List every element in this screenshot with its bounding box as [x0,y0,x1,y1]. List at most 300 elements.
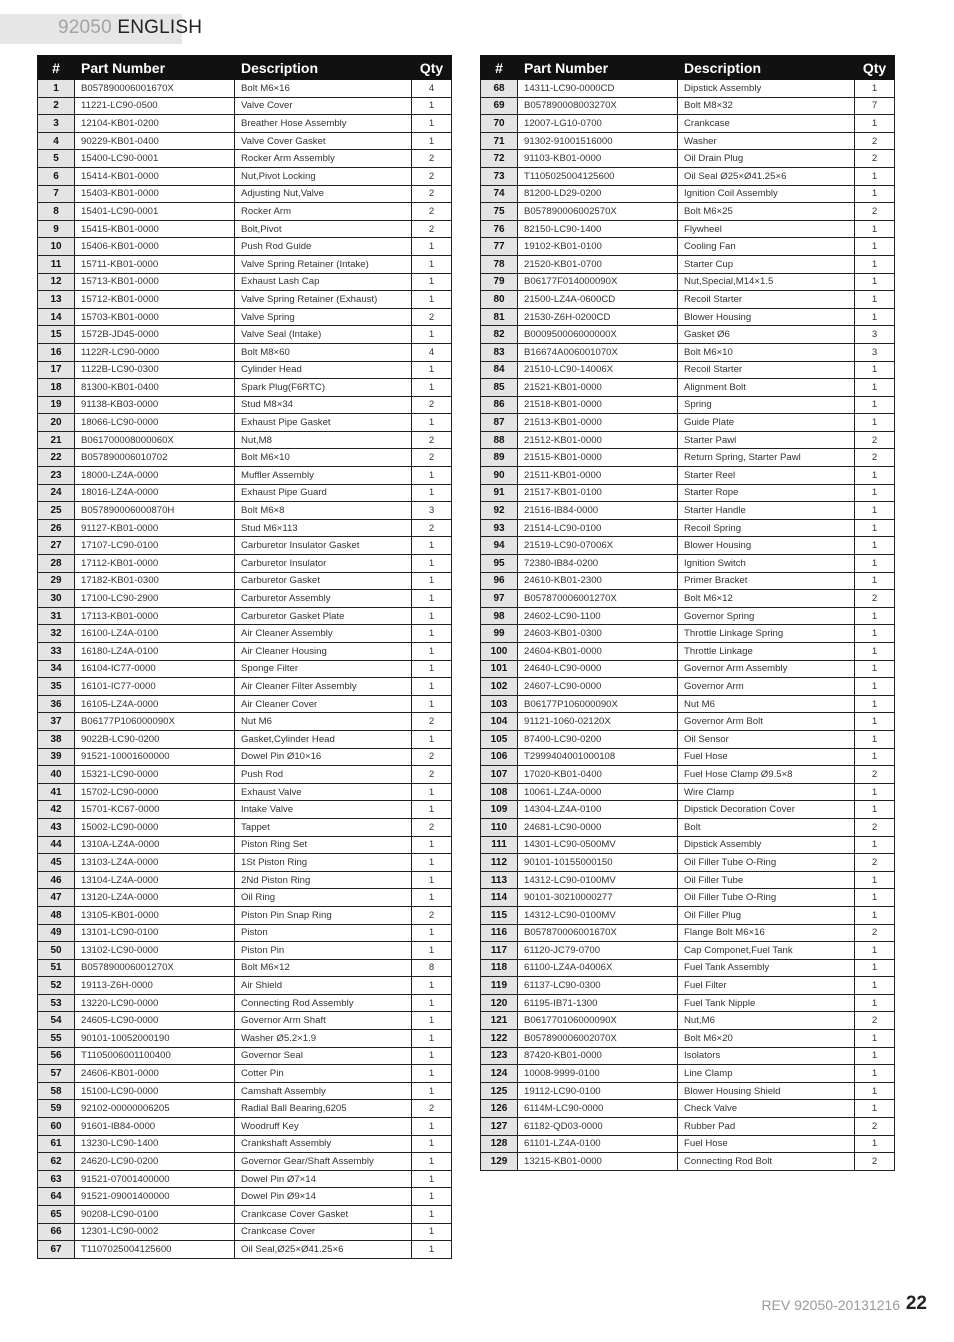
qty-cell: 2 [412,431,452,449]
qty-cell: 2 [855,818,895,836]
part-index-cell: 46 [38,871,75,889]
description-cell: Carburetor Insulator [235,555,412,573]
part-number-cell: 12301-LC90-0002 [75,1223,235,1241]
qty-cell: 1 [412,836,452,854]
table-row [481,766,895,784]
part-number-cell: 16105-LZ4A-0000 [75,695,235,713]
part-index-cell: 107 [481,766,518,784]
qty-cell: 3 [855,326,895,344]
description-cell: Governor Arm Bolt [678,713,855,731]
table-row [38,643,452,661]
revision-label: REV 92050-20131216 [761,1297,900,1313]
part-number-cell: 13103-LZ4A-0000 [75,854,235,872]
part-index-cell: 29 [38,572,75,590]
table-row [38,906,452,924]
qty-cell: 2 [855,1012,895,1030]
part-number-cell: 19113-Z6H-0000 [75,977,235,995]
part-number-cell: B057870006001670X [518,924,678,942]
qty-cell: 1 [412,695,452,713]
part-index-cell: 60 [38,1118,75,1136]
part-index-cell: 26 [38,519,75,537]
part-index-cell: 31 [38,607,75,625]
part-number-cell: 15406-KB01-0000 [75,238,235,256]
table-row [481,924,895,942]
part-index-cell: 54 [38,1012,75,1030]
description-cell: Washer [678,132,855,150]
qty-cell: 1 [412,643,452,661]
qty-cell: 2 [412,167,452,185]
qty-cell: 1 [855,1030,895,1048]
description-cell: Ignition Switch [678,555,855,573]
part-number-cell: B06177P106000090X [75,713,235,731]
part-index-cell: 4 [38,132,75,150]
part-index-cell: 93 [481,519,518,537]
part-number-cell: 13102-LC90-0000 [75,942,235,960]
qty-cell: 1 [855,361,895,379]
qty-cell: 2 [412,185,452,203]
part-index-cell: 35 [38,678,75,696]
table-row [481,519,895,537]
description-cell: Nut,Pivot Locking [235,167,412,185]
description-cell: Nut M6 [678,695,855,713]
part-index-cell: 81 [481,308,518,326]
table-row [481,713,895,731]
qty-cell: 1 [412,97,452,115]
table-row [38,1206,452,1224]
qty-cell: 2 [412,818,452,836]
part-number-cell: 15415-KB01-0000 [75,220,235,238]
qty-cell: 1 [855,625,895,643]
parts-table-left [37,55,452,1259]
part-index-cell: 17 [38,361,75,379]
description-cell: Blower Housing [678,537,855,555]
qty-cell: 1 [412,1170,452,1188]
table-row [481,80,895,98]
qty-cell: 1 [412,115,452,133]
qty-cell: 1 [412,924,452,942]
qty-cell: 1 [412,854,452,872]
table-row [38,308,452,326]
qty-cell: 1 [412,660,452,678]
description-cell: Air Cleaner Assembly [235,625,412,643]
table-row [38,414,452,432]
qty-cell: 1 [855,660,895,678]
description-cell: Oil Filler Tube O-Ring [678,854,855,872]
part-index-cell: 104 [481,713,518,731]
qty-cell: 2 [412,150,452,168]
column-header-description: Description [235,56,412,80]
description-cell: Valve Cover [235,97,412,115]
description-cell: Crankcase Cover Gasket [235,1206,412,1224]
table-row [481,1153,895,1171]
part-number-cell: 61100-LZ4A-04006X [518,959,678,977]
part-number-cell: 24606-KB01-0000 [75,1065,235,1083]
part-index-cell: 18 [38,379,75,397]
part-index-cell: 53 [38,994,75,1012]
part-number-cell: 61101-LZ4A-0100 [518,1135,678,1153]
part-index-cell: 21 [38,431,75,449]
description-cell: Air Cleaner Housing [235,643,412,661]
part-number-cell: 13120-LZ4A-0000 [75,889,235,907]
table-row [38,590,452,608]
qty-cell: 2 [855,766,895,784]
table-row [38,660,452,678]
description-cell: Starter Rope [678,484,855,502]
part-index-cell: 41 [38,783,75,801]
qty-cell: 1 [855,555,895,573]
qty-cell: 1 [855,80,895,98]
description-cell: Bolt M8×60 [235,343,412,361]
table-row [38,1153,452,1171]
table-row [38,713,452,731]
table-row [481,343,895,361]
table-row [481,994,895,1012]
table-header-row [38,56,452,80]
table-row [38,167,452,185]
qty-cell: 1 [412,1188,452,1206]
qty-cell: 2 [855,449,895,467]
description-cell: Cotter Pin [235,1065,412,1083]
part-index-cell: 90 [481,467,518,485]
table-row [481,467,895,485]
description-cell: Fuel Filter [678,977,855,995]
description-cell: Oil Filler Tube [678,871,855,889]
table-row [38,871,452,889]
part-index-cell: 106 [481,748,518,766]
part-index-cell: 48 [38,906,75,924]
part-number-cell: 15403-KB01-0000 [75,185,235,203]
table-row [38,1047,452,1065]
qty-cell: 1 [412,607,452,625]
qty-cell: 2 [412,203,452,221]
part-index-cell: 99 [481,625,518,643]
part-index-cell: 11 [38,255,75,273]
part-number-cell: 91521-07001400000 [75,1170,235,1188]
part-number-cell: 15100-LC90-0000 [75,1082,235,1100]
description-cell: Gasket Ø6 [678,326,855,344]
part-index-cell: 126 [481,1100,518,1118]
qty-cell: 1 [412,132,452,150]
table-row [38,115,452,133]
part-index-cell: 73 [481,167,518,185]
description-cell: Blower Housing Shield [678,1082,855,1100]
description-cell: Bolt M6×10 [678,343,855,361]
description-cell: Intake Valve [235,801,412,819]
table-row [38,97,452,115]
qty-cell: 1 [855,643,895,661]
part-number-cell: 15701-KC67-0000 [75,801,235,819]
qty-cell: 1 [855,308,895,326]
part-number-cell: 18000-LZ4A-0000 [75,467,235,485]
part-number-cell: B061700008000060X [75,431,235,449]
part-index-cell: 103 [481,695,518,713]
part-index-cell: 125 [481,1082,518,1100]
table-row [481,889,895,907]
part-number-cell: 16180-LZ4A-0100 [75,643,235,661]
part-number-cell: 21519-LC90-07006X [518,537,678,555]
description-cell: Nut,M8 [235,431,412,449]
part-index-cell: 92 [481,502,518,520]
qty-cell: 1 [855,115,895,133]
part-index-cell: 51 [38,959,75,977]
qty-cell: 1 [412,291,452,309]
part-index-cell: 59 [38,1100,75,1118]
description-cell: Tappet [235,818,412,836]
table-row [481,607,895,625]
description-cell: Bolt [678,818,855,836]
column-header-qty: Qty [412,56,452,80]
part-number-cell: B057890006001270X [75,959,235,977]
qty-cell: 1 [855,942,895,960]
qty-cell: 1 [412,942,452,960]
table-row [38,449,452,467]
part-index-cell: 40 [38,766,75,784]
part-number-cell: 18016-LZ4A-0000 [75,484,235,502]
qty-cell: 1 [855,730,895,748]
description-cell: Bolt M6×8 [235,502,412,520]
part-index-cell: 24 [38,484,75,502]
page-number: 22 [905,1293,927,1314]
part-number-cell: 24620-LC90-0200 [75,1153,235,1171]
part-index-cell: 70 [481,115,518,133]
qty-cell: 1 [855,906,895,924]
qty-cell: 1 [855,255,895,273]
part-index-cell: 111 [481,836,518,854]
description-cell: Fuel Hose [678,748,855,766]
part-number-cell: 9022B-LC90-0200 [75,730,235,748]
description-cell: Fuel Hose Clamp Ø9.5×8 [678,766,855,784]
description-cell: Valve Spring Retainer (Exhaust) [235,291,412,309]
qty-cell: 3 [855,343,895,361]
part-number-cell: 18066-LC90-0000 [75,414,235,432]
description-cell: Connecting Rod Bolt [678,1153,855,1171]
qty-cell: 2 [855,590,895,608]
part-number-cell: 72380-IB84-0200 [518,555,678,573]
qty-cell: 1 [855,572,895,590]
part-number-cell: 24607-LC90-0000 [518,678,678,696]
table-row [481,1030,895,1048]
description-cell: Valve Seal (Intake) [235,326,412,344]
description-cell: Gasket,Cylinder Head [235,730,412,748]
part-number-cell: B057890006001670X [75,80,235,98]
table-row [481,572,895,590]
part-index-cell: 102 [481,678,518,696]
description-cell: Exhaust Pipe Guard [235,484,412,502]
description-cell: Piston [235,924,412,942]
qty-cell: 1 [855,871,895,889]
qty-cell: 1 [855,713,895,731]
qty-cell: 1 [855,959,895,977]
part-index-cell: 121 [481,1012,518,1030]
part-number-cell: 14312-LC90-0100MV [518,906,678,924]
qty-cell: 1 [412,238,452,256]
column-header-description: Description [678,56,855,80]
part-number-cell: 24681-LC90-0000 [518,818,678,836]
part-index-cell: 30 [38,590,75,608]
table-row [38,519,452,537]
table-row [38,361,452,379]
part-number-cell: 24604-KB01-0000 [518,643,678,661]
table-row [38,326,452,344]
description-cell: Sponge Filter [235,660,412,678]
description-cell: Piston Pin [235,942,412,960]
table-row [38,203,452,221]
qty-cell: 1 [412,1135,452,1153]
part-index-cell: 12 [38,273,75,291]
part-index-cell: 63 [38,1170,75,1188]
part-index-cell: 119 [481,977,518,995]
qty-cell: 1 [855,220,895,238]
part-number-cell: 82150-LC90-1400 [518,220,678,238]
qty-cell: 1 [412,414,452,432]
part-index-cell: 3 [38,115,75,133]
description-cell: Check Valve [678,1100,855,1118]
qty-cell: 1 [855,801,895,819]
part-number-cell: 12007-LG10-0700 [518,115,678,133]
qty-cell: 1 [412,678,452,696]
part-index-cell: 100 [481,643,518,661]
qty-cell: 1 [855,889,895,907]
part-number-cell: 14301-LC90-0500MV [518,836,678,854]
part-number-cell: 92102-00000006205 [75,1100,235,1118]
part-index-cell: 101 [481,660,518,678]
qty-cell: 1 [855,977,895,995]
description-cell: Return Spring, Starter Pawl [678,449,855,467]
part-index-cell: 50 [38,942,75,960]
table-row [38,484,452,502]
part-index-cell: 105 [481,730,518,748]
qty-cell: 1 [855,537,895,555]
table-row [38,537,452,555]
table-row [481,97,895,115]
part-number-cell: 13220-LC90-0000 [75,994,235,1012]
qty-cell: 1 [855,484,895,502]
part-index-cell: 10 [38,238,75,256]
qty-cell: 1 [412,977,452,995]
table-row [38,1188,452,1206]
part-number-cell: 14311-LC90-0000CD [518,80,678,98]
part-index-cell: 6 [38,167,75,185]
qty-cell: 1 [412,537,452,555]
description-cell: Recoil Starter [678,291,855,309]
table-row [481,396,895,414]
table-row [38,273,452,291]
table-row [38,1012,452,1030]
part-number-cell: 1310A-LZ4A-0000 [75,836,235,854]
part-index-cell: 113 [481,871,518,889]
table-row [481,449,895,467]
part-index-cell: 83 [481,343,518,361]
qty-cell: 2 [412,396,452,414]
description-cell: Throttle Linkage Spring [678,625,855,643]
part-number-cell: 10008-9999-0100 [518,1065,678,1083]
part-number-cell: 81200-LD29-0200 [518,185,678,203]
qty-cell: 2 [855,924,895,942]
part-number-cell: 21511-KB01-0000 [518,467,678,485]
table-row [38,836,452,854]
qty-cell: 1 [412,1047,452,1065]
table-row [38,1135,452,1153]
part-number-cell: 81300-KB01-0400 [75,379,235,397]
part-number-cell: 14304-LZ4A-0100 [518,801,678,819]
part-index-cell: 109 [481,801,518,819]
part-index-cell: 28 [38,555,75,573]
part-number-cell: 21518-KB01-0000 [518,396,678,414]
description-cell: Recoil Spring [678,519,855,537]
description-cell: Oil Filler Tube O-Ring [678,889,855,907]
table-row [38,801,452,819]
description-cell: Valve Cover Gasket [235,132,412,150]
table-row [481,906,895,924]
description-cell: Oil Seal Ø25×Ø41.25×6 [678,167,855,185]
column-header-part-number: Part Number [75,56,235,80]
part-index-cell: 87 [481,414,518,432]
table-row [481,308,895,326]
table-row [38,1241,452,1259]
part-number-cell: B057890006000870H [75,502,235,520]
qty-cell: 3 [412,502,452,520]
part-index-cell: 79 [481,273,518,291]
table-row [481,255,895,273]
part-index-cell: 117 [481,942,518,960]
part-number-cell: 24610-KB01-2300 [518,572,678,590]
qty-cell: 1 [855,1135,895,1153]
part-index-cell: 42 [38,801,75,819]
part-index-cell: 120 [481,994,518,1012]
part-number-cell: 13101-LC90-0100 [75,924,235,942]
column-header-num: # [38,56,75,80]
description-cell: Bolt M6×12 [678,590,855,608]
table-row [38,1030,452,1048]
part-number-cell: T1105006001100400 [75,1047,235,1065]
table-row [38,766,452,784]
part-index-cell: 129 [481,1153,518,1171]
table-row [38,959,452,977]
table-row [481,959,895,977]
part-number-cell: 15002-LC90-0000 [75,818,235,836]
table-row [481,238,895,256]
qty-cell: 1 [855,748,895,766]
table-row [38,185,452,203]
qty-cell: 1 [855,1082,895,1100]
table-row [38,1065,452,1083]
qty-cell: 2 [412,519,452,537]
part-index-cell: 55 [38,1030,75,1048]
part-index-cell: 5 [38,150,75,168]
part-number-cell: 21515-KB01-0000 [518,449,678,467]
qty-cell: 1 [412,555,452,573]
part-index-cell: 19 [38,396,75,414]
description-cell: Air Cleaner Filter Assembly [235,678,412,696]
description-cell: Piston Pin Snap Ring [235,906,412,924]
table-row [481,871,895,889]
part-number-cell: 91103-KB01-0000 [518,150,678,168]
description-cell: Starter Reel [678,467,855,485]
qty-cell: 1 [855,502,895,520]
description-cell: Dowel Pin Ø7×14 [235,1170,412,1188]
table-row [481,132,895,150]
part-number-cell: 15702-LC90-0000 [75,783,235,801]
qty-cell: 1 [412,1012,452,1030]
description-cell: Stud M6×113 [235,519,412,537]
part-index-cell: 20 [38,414,75,432]
qty-cell: 1 [412,590,452,608]
part-index-cell: 37 [38,713,75,731]
part-number-cell: 13105-KB01-0000 [75,906,235,924]
table-row [38,238,452,256]
description-cell: Governor Arm [678,678,855,696]
table-row [481,414,895,432]
